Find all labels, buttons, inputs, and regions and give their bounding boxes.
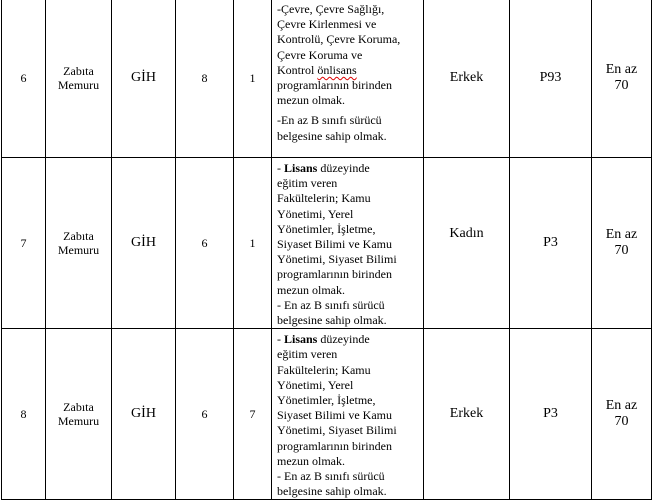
table-row bbox=[2, 158, 652, 329]
class-cell: GİH bbox=[112, 0, 176, 158]
gender-cell: Erkek bbox=[424, 0, 510, 158]
gender-cell: Kadın bbox=[424, 158, 510, 329]
position-title-cell: Zabıta Memuru bbox=[46, 158, 112, 329]
grade-cell: 6 bbox=[176, 158, 234, 329]
requirements-paragraph: -En az B sınıfı sürücü belgesine sahip olmak. bbox=[277, 113, 387, 143]
height-cell: En az 70 bbox=[592, 0, 652, 158]
row-number-cell: 7 bbox=[2, 158, 46, 329]
kpss-cell: P3 bbox=[510, 329, 592, 500]
requirements-paragraph: -Çevre, Çevre Sağlığı, Çevre Kirlenmesi ve Kontrolü, Çevre Koruma, Çevre Koruma ve Kontrol önlisans programlarının birinden mezun olmak. bbox=[277, 2, 401, 108]
requirements-cell: - Lisans düzeyinde eğitim veren Fakültelerin; Kamu Yönetimi, Yerel Yönetimler, İşletme, Siyaset Bilimi ve Kamu Yönetimi, Siyaset Bilimi programlarının birinden mezun olmak. - En az B sınıfı sürücü belgesine sahip olmak. bbox=[272, 158, 424, 329]
requirements-cell bbox=[272, 0, 424, 158]
count-cell: 1 bbox=[234, 0, 272, 158]
position-title-cell: Zabıta Memuru bbox=[46, 0, 112, 158]
kpss-cell: P3 bbox=[510, 158, 592, 329]
spellcheck-word: önlisans bbox=[317, 62, 357, 77]
position-title-cell: Zabıta Memuru bbox=[46, 329, 112, 500]
kpss-cell: P93 bbox=[510, 0, 592, 158]
grade-cell: 6 bbox=[176, 329, 234, 500]
positions-table bbox=[1, 0, 652, 500]
grade-cell: 8 bbox=[176, 0, 234, 158]
height-cell: En az 70 bbox=[592, 158, 652, 329]
table-row bbox=[2, 329, 652, 500]
count-cell: 7 bbox=[234, 329, 272, 500]
gender-cell: Erkek bbox=[424, 329, 510, 500]
class-cell: GİH bbox=[112, 158, 176, 329]
requirements-cell: - Lisans düzeyinde eğitim veren Fakültelerin; Kamu Yönetimi, Yerel Yönetimler, İşletme, Siyaset Bilimi ve Kamu Yönetimi, Siyaset Bilimi programlarının birinden mezun olmak. - En az B sınıfı sürücü belgesine sahip olmak. bbox=[272, 329, 424, 500]
height-cell: En az 70 bbox=[592, 329, 652, 500]
count-cell: 1 bbox=[234, 158, 272, 329]
class-cell: GİH bbox=[112, 329, 176, 500]
row-number-cell: 6 bbox=[2, 0, 46, 158]
table-row bbox=[2, 0, 652, 158]
row-number-cell: 8 bbox=[2, 329, 46, 500]
